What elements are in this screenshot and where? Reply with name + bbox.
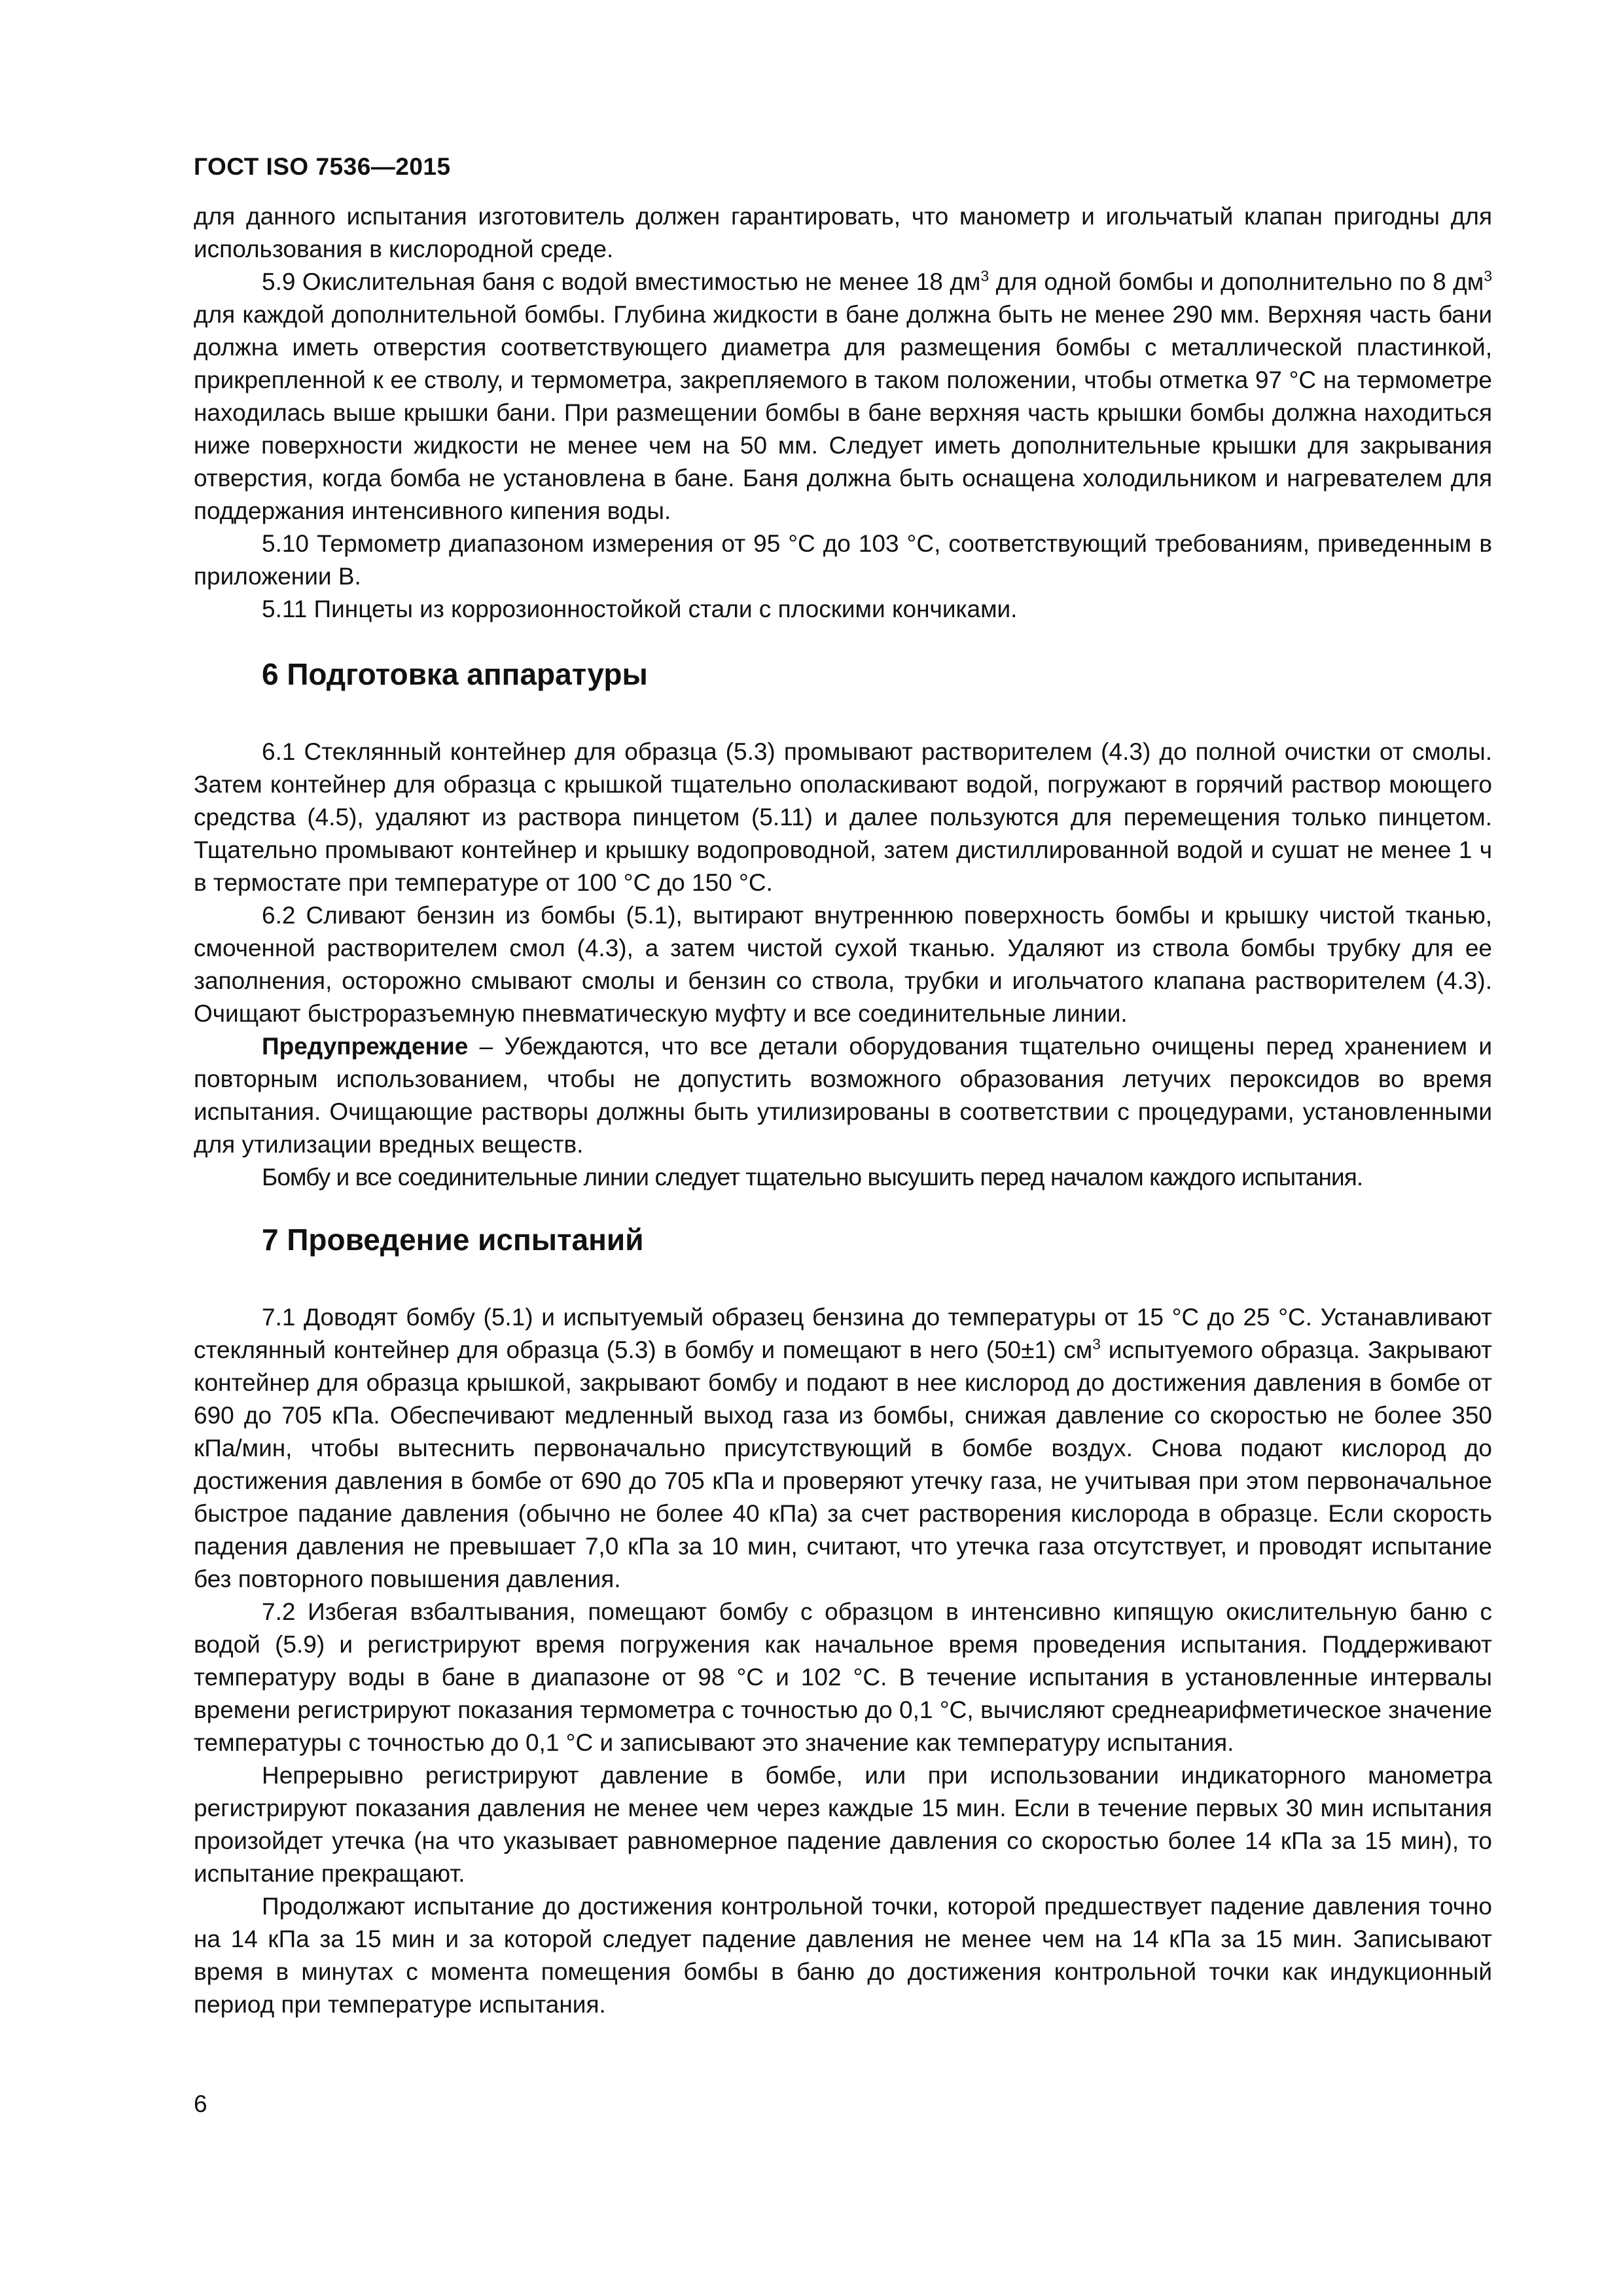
paragraph-7-2: 7.2 Избегая взбалтывания, помещают бомбу с образцом в интенсивно кипящую окислительную баню с водой (5.9) и регистрируют время погружения как начальное время проведения испытания. Поддерживают температуру воды в бане в диапазоне от 98 °С и 102 °С. В течение испытания в установленные интервалы времени регистрируют показания термометра с точностью до 0,1 °С, вычисляют среднеарифметическое значение температуры с точностью до 0,1 °С и записывают это значение как температуру испытания. xyxy=(194,1598,1492,1756)
page-number: 6 xyxy=(194,2090,207,2117)
document-code-header: ГОСТ ISO 7536—2015 xyxy=(194,153,451,180)
paragraph-continue: Продолжают испытание до достижения контрольной точки, которой предшествует падение давления точно на 14 кПа за 15 мин и за которой следует падение давления не менее чем на 14 кПа за 15 мин. Записывают время в минутах с момента помещения бомбы в баню до достижения контрольной точки как индукционный период при температуре испытания. xyxy=(194,1893,1492,2018)
page-body xyxy=(194,200,1492,2021)
dry-note-paragraph: Бомбу и все соединительные линии следует тщательно высушить перед началом каждого испытания. xyxy=(262,1164,1363,1191)
p7-1-sup: 3 xyxy=(1092,1335,1101,1353)
paragraph-5-11: 5.11 Пинцеты из коррозионностойкой стали с плоскими кончиками. xyxy=(262,596,1018,622)
p7-1-text-a: 7.1 Доводят бомбу (5.1) и испытуемый образец бензина до температуры от 15 °С до 25 °С. Устанавливают стеклянный контейнер для образца (5.3) в бомбу и помещают в него (50±1) см xyxy=(194,1304,1492,1363)
warning-paragraph xyxy=(194,1030,1492,1161)
p5-9-text-c: для каждой дополнительной бомбы. Глубина жидкости в бане должна быть не менее 290 мм. Верхняя часть бани должна иметь отверстия соответствующего диаметра для размещения бомбы с металлической пластинкой, прикрепленной к ее стволу, и термометра, закрепляемого в таком положении, чтобы отметка 97 °С на термометре находилась выше крышки бани. При размещении бомбы в бане верхняя часть крышки бомбы должна находиться ниже поверхности жидкости не менее чем на 50 мм. Следует иметь дополнительные крышки для закрывания отверстия, когда бомба не установлена в бане. Баня должна быть оснащена холодильником и нагревателем для поддержания интенсивного кипения воды. xyxy=(194,301,1492,524)
p5-9-text-a: 5.9 Окислительная баня с водой вместимостью не менее 18 дм xyxy=(262,268,981,295)
warning-text: – Убеждаются, что все детали оборудования тщательно очищены перед хранением и повторным использованием, чтобы не допустить возможного образования летучих пероксидов во время испытания. Очищающие растворы должны быть утилизированы в соответствии с процедурами, установленными для утилизации вредных веществ. xyxy=(194,1033,1492,1158)
p5-9-sup-1: 3 xyxy=(980,267,990,285)
p7-1-text-b: испытуемого образца. Закрывают контейнер для образца крышкой, закрывают бомбу и подают в нее кислород до достижения давления в бомбе от 690 до 705 кПа. Обеспечивают медленный выход газа из бомбы, снижая давление со скоростью не более 350 кПа/мин, чтобы вытеснить первоначально присутствующий в бомбе воздух. Снова подают кислород до достижения давления в бомбе от 690 до 705 кПа и проверяют утечку газа, не учитывая при этом первоначальное быстрое падание давления (обычно не более 40 кПа) за счет растворения кислорода в образце. Если скорость падения давления не превышает 7,0 кПа за 10 мин, считают, что утечка газа отсутствует, и проводят испытание без повторного повышения давления. xyxy=(194,1336,1492,1592)
paragraph-7-1 xyxy=(194,1301,1492,1596)
paragraph-intro: для данного испытания изготовитель должен гарантировать, что манометр и игольчатый клапан пригодны для использования в кислородной среде. xyxy=(194,203,1492,262)
paragraph-6-1: 6.1 Стеклянный контейнер для образца (5.3) промывают растворителем (4.3) до полной очистки от смолы. Затем контейнер для образца с крышкой тщательно ополаскивают водой, погружают в горячий раствор моющего средства (4.5), удаляют из раствора пинцетом (5.11) и далее пользуются для перемещения только пинцетом. Тщательно промывают контейнер и крышку водопроводной, затем дистиллированной водой и сушат не менее 1 ч в термостате при температуре от 100 °С до 150 °С. xyxy=(194,738,1492,896)
paragraph-5-10: 5.10 Термометр диапазоном измерения от 95 °С до 103 °С, соответствующий требованиям, приведенным в приложении В. xyxy=(194,530,1492,590)
section-7-heading: 7 Проведение испытаний xyxy=(262,1223,644,1257)
p5-9-sup-2: 3 xyxy=(1484,267,1492,285)
paragraph-6-2: 6.2 Сливают бензин из бомбы (5.1), вытирают внутреннюю поверхность бомбы и крышку чистой тканью, смоченной растворителем смол (4.3), а затем чистой сухой тканью. Удаляют из ствола бомбы трубку для ее заполнения, осторожно смывают смолы и бензин со ствола, трубки и игольчатого клапана растворителем (4.3). Очищают быстроразъемную пневматическую муфту и все соединительные линии. xyxy=(194,902,1492,1027)
section-6-heading: 6 Подготовка аппаратуры xyxy=(262,657,648,691)
paragraph-5-9 xyxy=(194,266,1492,528)
warning-label: Предупреждение xyxy=(262,1033,469,1060)
p5-9-text-b: для одной бомбы и дополнительно по 8 дм xyxy=(989,268,1484,295)
paragraph-pressure: Непрерывно регистрируют давление в бомбе, или при использовании индикаторного манометра регистрируют показания давления не менее чем через каждые 15 мин. Если в течение первых 30 мин испытания произойдет утечка (на что указывает равномерное падение давления со скоростью более 14 кПа за 15 мин), то испытание прекращают. xyxy=(194,1762,1492,1887)
